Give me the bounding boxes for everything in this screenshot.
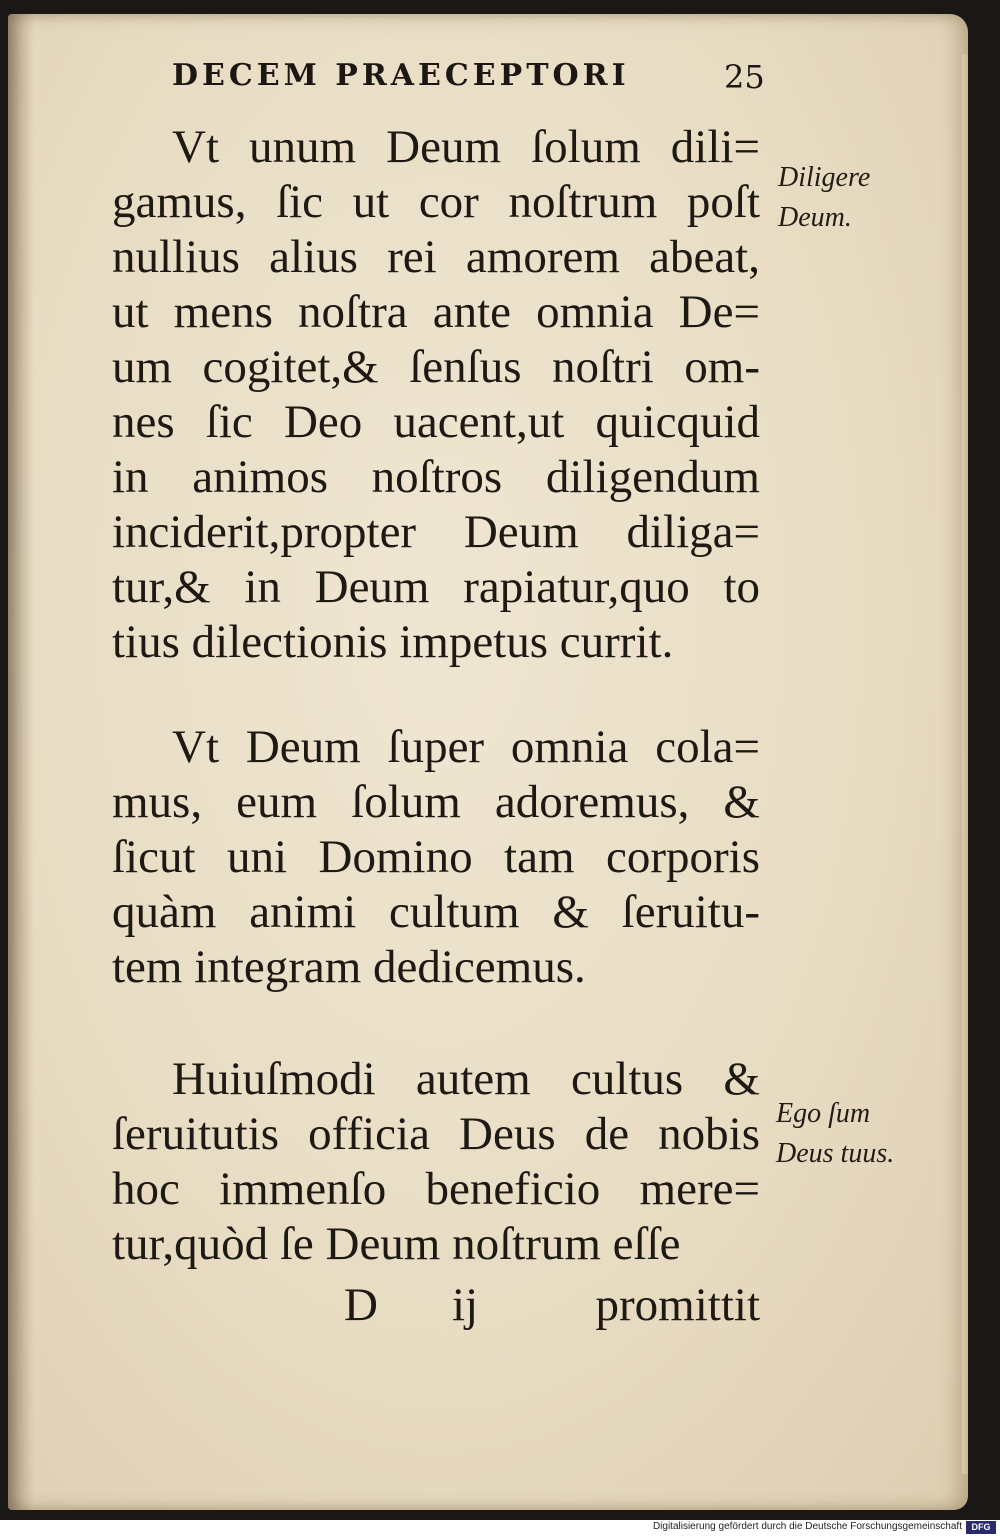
marginal-note-line: Diligere: [778, 162, 871, 193]
text-line: Vt Deum ſuper omnia cola=: [172, 721, 760, 773]
text-line: ſeruitutis officia Deus de nobis: [112, 1108, 760, 1160]
text-line: um cogitet,& ſenſus noſtri om-: [112, 341, 760, 393]
footer-credit: Digitalisierung gefördert durch die Deutsche Forschungsgemeinschaft: [652, 1521, 962, 1532]
marginal-note-line: Ego ſum: [776, 1098, 871, 1129]
paragraph-2: [112, 720, 760, 995]
text-line: nes ſic Deo uacent,ut quicquid: [112, 396, 760, 448]
running-header: [172, 58, 772, 96]
text-line: ſicut uni Domino tam corporis: [112, 831, 760, 883]
text-line: mus, eum ſolum adoremus, &: [112, 776, 760, 828]
text-line: inciderit,propter Deum diliga=: [112, 506, 760, 558]
text-line: tur,& in Deum rapiatur,quo to: [112, 561, 760, 613]
text-line: gamus, ſic ut cor noſtrum poſt: [112, 176, 760, 228]
page-edge: [962, 54, 968, 1474]
signature-mark: D: [344, 1279, 378, 1331]
marginal-note-line: Deum.: [778, 202, 852, 233]
text-line: tius dilectionis impetus currit.: [112, 616, 674, 668]
text-line: hoc immenſo beneficio mere=: [112, 1163, 760, 1215]
text-line: nullius alius rei amorem abeat,: [112, 231, 760, 283]
marginal-note-line: Deus tuus.: [776, 1138, 895, 1169]
text-line: tem integram dedicemus.: [112, 941, 586, 993]
signature-line: [112, 1278, 760, 1333]
catchword: promittit: [595, 1279, 760, 1331]
paragraph-1: [112, 120, 760, 670]
text-line: ut mens noſtra ante omnia De=: [112, 286, 760, 338]
dfg-logo: DFG: [966, 1521, 996, 1534]
running-title: DECEM PRAECEPTORI: [172, 58, 630, 93]
marginal-note-2: [776, 1094, 894, 1174]
text-line: quàm animi cultum & ſeruitu-: [112, 886, 760, 938]
page-gutter-shadow: [8, 14, 34, 1510]
text-line: Huiuſmodi autem cultus &: [172, 1053, 760, 1105]
text-line: in animos noſtros diligendum: [112, 451, 760, 503]
text-line: Vt unum Deum ſolum dili=: [172, 121, 760, 173]
text-line: tur,quòd ſe Deum noſtrum eſſe: [112, 1218, 681, 1270]
marginal-note-1: [778, 158, 870, 238]
paragraph-3: [112, 1052, 760, 1272]
signature-number: ij: [452, 1279, 479, 1331]
page-number: 25: [724, 58, 765, 96]
